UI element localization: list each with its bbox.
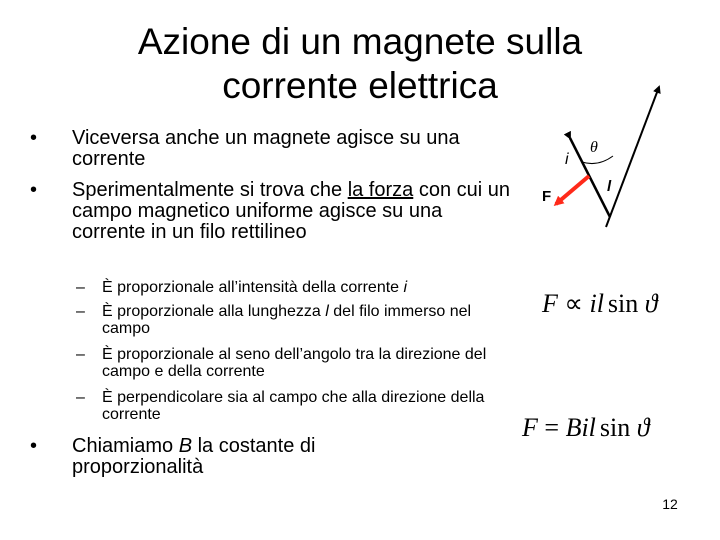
eq-il: il [589, 289, 604, 318]
sub-bullet-text-post: del filo immerso nel campo [102, 303, 472, 337]
eq-theta: ϑ [644, 289, 658, 318]
eq-theta: ϑ [636, 413, 650, 442]
bullet-text-post: la costante di proporzionalità [72, 435, 316, 478]
title-line-1: Azione di un magnete sulla [137, 21, 583, 62]
force-formula [522, 413, 650, 443]
eq-F: F [522, 413, 538, 442]
sub-bullet-text: È perpendicolare sia al campo che alla direzione della corrente [102, 389, 485, 423]
bullet-text [30, 180, 510, 243]
bullet-text-pre: Chiamiamo [72, 435, 179, 457]
field-line [606, 87, 659, 227]
bullet-symbol: • [30, 127, 38, 149]
bullet-item [30, 436, 360, 478]
variable-l: l [325, 303, 329, 320]
sub-bullet-item [76, 303, 496, 337]
dash-symbol: – [76, 346, 85, 363]
eq-sin: sin [607, 289, 639, 318]
title-line-2: corrente elettrica [222, 65, 498, 106]
eq-proportional-symbol: ∝ [564, 289, 583, 318]
bullet-item [30, 180, 510, 243]
angle-arc [582, 156, 613, 164]
bullet-text-pre: Sperimentalmente si trova che [72, 179, 348, 201]
force-arrow [556, 176, 589, 204]
eq-sin: sin [599, 413, 631, 442]
label-current: i [565, 151, 569, 168]
bullet-text: Viceversa anche un magnete agisce su una corrente [72, 127, 460, 170]
underlined-text: la forza [347, 179, 414, 201]
label-length: l [607, 178, 612, 195]
label-angle: θ [590, 139, 598, 156]
force-diagram [520, 80, 670, 240]
eq-F: F [542, 289, 558, 318]
bullet-symbol: • [30, 179, 38, 201]
variable-i: i [403, 279, 408, 296]
sub-bullet-item [76, 346, 496, 380]
sub-bullet-text-main: È proporzionale all’intensità della corrente [102, 279, 404, 296]
label-force: F [542, 188, 552, 205]
dash-symbol: – [76, 279, 85, 296]
sub-bullet-text-pre: È proporzionale alla lunghezza [102, 303, 326, 320]
sub-bullet-item [76, 279, 496, 296]
proportionality-equation [542, 289, 658, 319]
dash-symbol: – [76, 389, 85, 406]
sub-bullet-text: È proporzionale al seno dell’angolo tra la direzione del campo e della corrente [102, 346, 487, 380]
sub-bullet-text [76, 303, 496, 337]
variable-B: B [178, 435, 193, 457]
sub-bullet-item [76, 389, 496, 423]
bullet-symbol: • [30, 435, 38, 457]
bullet-text-post: con cui un campo magnetico uniforme agisce su una corrente in un filo rettilineo [72, 179, 511, 243]
eq-equals: = [544, 413, 560, 442]
dash-symbol: – [76, 303, 85, 320]
sub-bullet-text [76, 279, 496, 296]
bullet-item [30, 128, 510, 170]
page-number: 12 [662, 496, 678, 512]
bullet-text [30, 436, 360, 478]
eq-Bil: Bil [565, 413, 596, 442]
